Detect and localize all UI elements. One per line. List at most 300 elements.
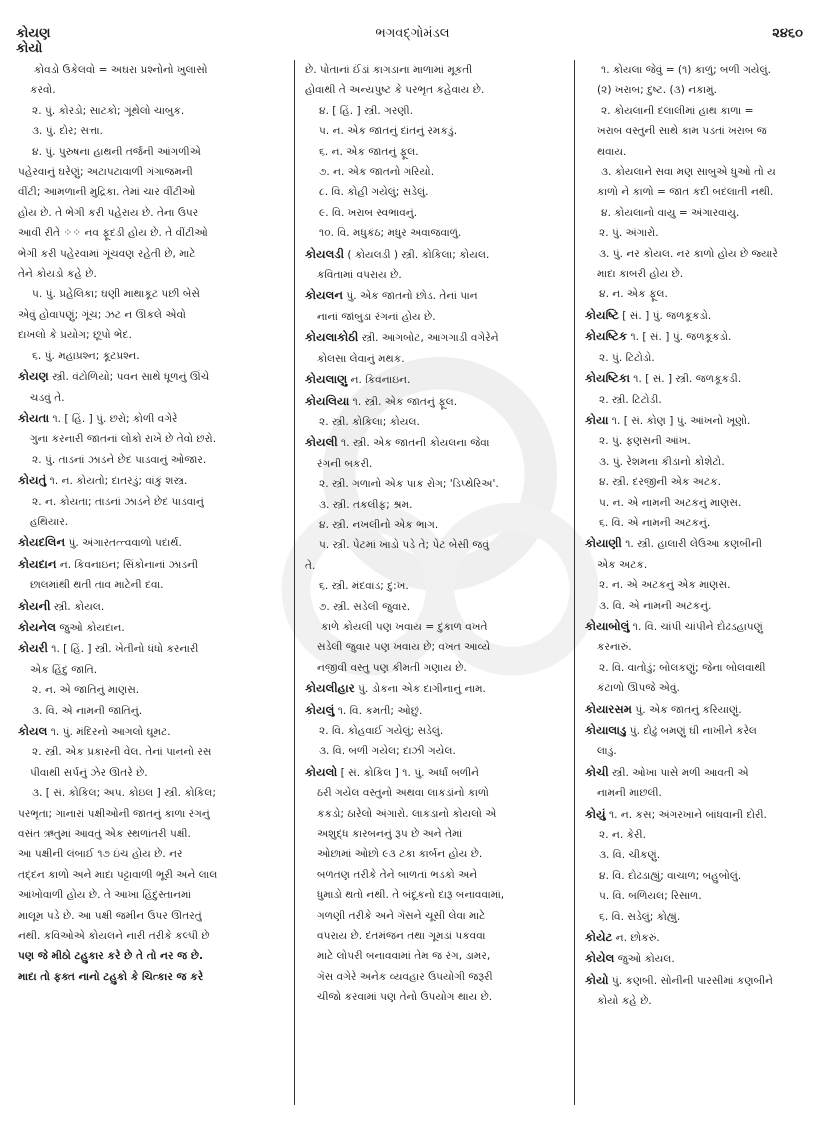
definition-text: ખરાબ વસ્તુની સાથે કામ પડતાં ખરાબ જ — [597, 125, 767, 138]
headword: કોયાબોલું — [585, 618, 630, 633]
definition-text: ૧. [ સં. ] સ્ત્રી. જળકૂકડી. — [629, 373, 742, 386]
definition-text: ૧. વિ. ચાંપી ચાંપીને દોઢડહાપણું — [629, 620, 763, 633]
definition-text: છાલમાંથી થતી તાવ માટેની દવા. — [30, 579, 164, 592]
entry-line — [585, 741, 821, 761]
entry-line — [18, 885, 280, 905]
entry-line — [305, 515, 563, 535]
entry-line — [18, 742, 280, 762]
definition-text: ૧. ન. કોયતો; દાતરડું; વાંકું શસ્ત્ર. — [46, 475, 188, 488]
entry-line — [18, 512, 280, 532]
entry-line — [305, 926, 563, 946]
dictionary-entry — [18, 617, 280, 638]
definition-text: ૨. પું. અંગારો. — [599, 227, 659, 240]
definition-text: તદ્દન કાળો અને માદા પટ્ટાવાળી ભૂરી અને લાલ — [18, 868, 218, 881]
definition-text: ૨. ન. એ જાતિનું માણસ. — [32, 684, 140, 697]
definition-text: કોવડો ઉકેલવો = અઘરા પ્રશ્નોનો ખુલાસો — [34, 64, 208, 76]
definition-text: ૨. સ્ત્રી. ટિટોડી. — [599, 393, 662, 406]
headword: કોયારસમ — [585, 701, 632, 716]
entry-line — [305, 535, 563, 555]
definition-text: ૨. કોયલાની દલાલીમાં હાથ કાળા = — [601, 104, 754, 117]
entry-line — [305, 142, 563, 162]
entry-line — [585, 452, 821, 472]
definition-text: કંટાળો ઊપજે એવું. — [597, 682, 680, 695]
definition-text: ૨. વિ. વાતોડું; બોલકણું; જેના બોલવાથી — [599, 661, 766, 674]
entry-line — [585, 886, 821, 906]
entry-line — [585, 783, 821, 803]
entry-line — [305, 658, 563, 678]
definition-text: ૬. સ્ત્રી. મંદવાડ; દુ:ખ. — [319, 580, 409, 593]
definition-text: ૩. [ સં. કોકિલ; અપ. કોઇલ ] સ્ત્રી. કોકિલ; — [32, 787, 216, 800]
definition-text: સ્ત્રી. કોયલ. — [50, 600, 105, 613]
dictionary-entry — [305, 391, 563, 412]
headword: કોયષ્ટિ — [585, 307, 619, 322]
dictionary-entry — [305, 327, 563, 348]
definition-text: પ. સ્ત્રી. પેટમાં ખાડો પડે તે; પેટ બેસી જવું — [319, 539, 489, 552]
definition-text: પું. એક જાતનો છોડ. તેનાં પાન — [342, 290, 478, 303]
definition-text: ૭. સ્ત્રી. સડેલી જુવાર. — [319, 600, 411, 613]
entry-line — [585, 101, 821, 121]
entry-line — [585, 866, 821, 886]
definition-text: ૩. પું. દોર; સત્તા. — [32, 125, 104, 138]
entry-line — [585, 390, 821, 410]
entry-line — [18, 223, 280, 243]
entry-line — [305, 101, 563, 121]
dictionary-entry — [305, 244, 563, 265]
definition-text: હોવાથી તે અન્યપુષ્ટ કે પરભૃત કહેવાય છે. — [305, 84, 485, 97]
entry-line — [18, 346, 280, 366]
headword: કોયદલિન — [18, 535, 66, 550]
dictionary-entry — [18, 596, 280, 617]
definition-text: ૩. વિ. એ નામની અટકનું. — [599, 599, 712, 612]
definition-text: સ્ત્રી. વંટોળિયો; પવન સાથે ધૂળનું ઊંચે — [48, 371, 210, 384]
definition-text: માટે લોપરી બનાવવામાં તેમ જ રંગ, ડામર, — [317, 950, 491, 963]
entry-line — [305, 162, 563, 182]
headword: કોચી — [585, 764, 609, 779]
definition-text: ગૅસ વગેરે અનેક વ્યવહાર ઉપયોગી જરૂરી — [317, 970, 493, 983]
entry-line — [585, 825, 821, 845]
definition-text: ૯. વિ. ખરાબ સ્વભાવનું. — [319, 206, 418, 219]
definition-text: તેને કોયડો કહે છે. — [18, 268, 97, 281]
headword: કોયણ — [18, 369, 49, 384]
definition-text: ૪. પું. પુરુષના હાથની તર્જની આંગળીએ — [32, 145, 201, 158]
definition-text: ૩. વિ. એ નામની જાતિનું. — [32, 704, 143, 717]
definition-text: પ. ન. એક જાતનું દાંતનું રમકડું. — [319, 125, 458, 138]
entry-line — [585, 678, 821, 698]
column-middle — [305, 60, 563, 1008]
headword: કોયલું — [305, 702, 335, 717]
definition-text: આંખોવાળી હોય છે. તે આખા હિંદુસ્તાનમાં — [18, 889, 192, 902]
definition-text: ૮. વિ. કોહી ગયેલું; સડેલું. — [319, 186, 429, 199]
entry-line — [18, 60, 280, 80]
definition-text: ૨. પું. કોરડો; સાટકો; ગૂંથેલો ચાબુક. — [32, 104, 185, 117]
entry-line — [305, 307, 563, 327]
entry-line — [18, 865, 280, 885]
entry-line — [18, 701, 280, 721]
definition-text: ૨. પું. ફણસની આંખ. — [599, 435, 691, 448]
entry-line — [585, 575, 821, 595]
definition-text: ૬. પું. મહાપ્રશ્ન; કૂટપ્રશ્ન. — [32, 349, 140, 362]
definition-text: પું. ડોકના એક દાગીનાનું નામ. — [354, 683, 486, 696]
definition-text: ૩. વિ. બળી ગયેલ; દાઝી ગયેલ. — [319, 745, 456, 758]
entry-line — [305, 223, 563, 243]
entry-line — [585, 284, 821, 304]
headword: કોયષ્ટિક — [585, 329, 628, 344]
entry-line — [305, 474, 563, 494]
entry-line — [305, 637, 563, 657]
guide-word-last: કોયો — [16, 41, 43, 56]
dictionary-entry — [18, 532, 280, 553]
page-number: ૨૪૬૦ — [772, 26, 803, 41]
entry-line — [18, 660, 280, 680]
entry-line — [305, 741, 563, 761]
entry-line — [18, 680, 280, 700]
definition-text: ઠરી ગયેલ વસ્તુનો અથવા લાકડાંનો કાળો — [317, 787, 489, 800]
entry-line — [585, 907, 821, 927]
entry-line — [585, 203, 821, 223]
definition-text: ૩. સ્ત્રી. તકલીફ; શ્રમ. — [319, 498, 413, 511]
entry-line — [18, 429, 280, 449]
dictionary-entry — [585, 368, 821, 389]
entry-line — [305, 783, 563, 803]
definition-text: પ. વિ. બળિયલ; રિસાળ. — [599, 890, 702, 903]
dictionary-entry — [585, 410, 821, 431]
headword: કોયલાણુ — [305, 372, 348, 387]
entry-line — [585, 121, 821, 141]
entry-line — [18, 926, 280, 946]
definition-text: (૨) ખરાબ; દુષ્ટ. (૩) નકામું. — [597, 84, 718, 97]
definition-text: વીંટી; આમળાની મુદ્રિકા. તેમાં ચાર વીંટીઓ — [18, 186, 196, 199]
entry-line — [305, 987, 563, 1007]
definition-text: પહેરવાનું ઘરેણું; અટાપટાવાળી ગંગાજમની — [18, 166, 193, 179]
definition-text: ગુના કરનારી જાતનાં લોકો રાખે છે તેવો છરો. — [30, 433, 217, 446]
headword: કોયદાન — [18, 556, 57, 571]
definition-text: એક અટક. — [597, 558, 648, 571]
headword: કોયનેલ — [18, 619, 56, 634]
dictionary-entry — [585, 616, 821, 637]
definition-text: કાળો ને કાળો = જાત કદી બદલાતી નથી. — [597, 186, 774, 199]
definition-text: ૪. સ્ત્રી. નખલીનો એક ભાગ. — [319, 518, 439, 531]
entry-line — [305, 121, 563, 141]
definition-text: સ્ત્રી. આગબોટ, આગગાડી વગેરેને — [358, 332, 499, 345]
headword: કોયતા — [18, 410, 50, 425]
entry-line — [18, 388, 280, 408]
entry-line — [585, 472, 821, 492]
dictionary-entry — [305, 678, 563, 699]
definition-text: નજીવી વસ્તુ પણ કીમતી ગણાય છે. — [317, 661, 467, 674]
entry-line — [18, 967, 280, 987]
entry-line — [585, 493, 821, 513]
entry-line — [18, 844, 280, 864]
definition-text: લાડુ. — [597, 745, 617, 758]
entry-line — [305, 885, 563, 905]
definition-text: ૪. કોયલાનો વાયુ = અંગારવાયુ. — [601, 206, 740, 219]
definition-text: દાખલો કે પ્રયોગ; છૂપો ભેદ. — [18, 329, 132, 342]
entry-line — [305, 597, 563, 617]
entry-line — [18, 325, 280, 345]
definition-text: નાનાં જાંબુડા રંગનાં હોય છે. — [317, 310, 436, 323]
headword: કોયષ્ટિકા — [585, 371, 630, 386]
entry-line — [305, 265, 563, 285]
headword: કોયાણી — [585, 536, 622, 551]
definition-text: વસંત ઋતુમાં આવતું એક સ્થળાંતરી પક્ષી. — [18, 828, 191, 841]
entry-line — [18, 305, 280, 325]
headword: કોયેલ — [585, 951, 615, 966]
entry-line — [305, 60, 563, 80]
definition-text: નથી. કવિઓએ કોયલને નારી તરીકે કલ્પી છે — [18, 930, 210, 943]
dictionary-entry — [585, 305, 821, 326]
entry-line — [305, 495, 563, 515]
definition-text: ૧. ન. કસ; અંગરખાને બાંધવાની દોરી. — [605, 808, 767, 821]
entry-line — [305, 946, 563, 966]
column-divider — [294, 60, 295, 1105]
definition-text: સડેલી જુવાર પણ ખવાય છે; વખત આવ્યે — [317, 641, 491, 654]
entry-line — [305, 349, 563, 369]
definition-text: થવાય. — [597, 145, 627, 158]
entry-line — [18, 264, 280, 284]
definition-text: સ્ત્રી. ઓખા પાસે મળી આવતી એ — [608, 766, 749, 779]
definition-text: આવી રીતે ⁘⁘ નવ ફૂદડી હોય છે. તે વીંટીઓ — [18, 227, 208, 240]
definition-text: વપરાય છે. દંતમંજન તથા ગૂમડાં પકવવા — [317, 930, 486, 943]
entry-line — [305, 967, 563, 987]
definition-text: પું. અંગારતત્ત્વવાળો પદાર્થ. — [65, 537, 182, 550]
entry-line — [585, 658, 821, 678]
dictionary-entry — [305, 762, 563, 783]
definition-text: કોલસા લેવાનું મથક. — [317, 352, 405, 365]
definition-text: માલૂમ પડે છે. આ પક્ષી જમીન ઉપર ઊતરતું — [18, 909, 202, 922]
column-divider — [574, 60, 575, 1105]
headword: કોયલ — [18, 724, 48, 738]
definition-text: પું. એક જાતનું કરિયાણું. — [632, 703, 742, 716]
definition-text: ૨. સ્ત્રી. ગળાનો એક પાક રોગ; 'ડિપ્થેરિઅ'. — [319, 478, 499, 491]
headword: કોયો — [585, 972, 609, 987]
entry-line — [585, 80, 821, 100]
definition-text: ઓછામાં ઓછો ૯૩ ટકા કાર્બન હોય છે. — [317, 848, 483, 861]
definition-text: બળતણ તરીકે તેને બાળતાં ભડકો અને — [317, 868, 478, 881]
entry-line — [585, 845, 821, 865]
definition-text: ન. કિવનાઇન; સિંકોનાનાં ઝાડની — [56, 558, 199, 571]
entry-line — [585, 142, 821, 162]
headword: કોયલો — [305, 764, 338, 779]
definition-text: અશુદ્ધ કારબનનું રૂપ છે અને તેમાં — [317, 828, 463, 841]
headword: કોયલન — [305, 288, 343, 303]
entry-line — [305, 824, 563, 844]
dictionary-entry — [585, 927, 821, 948]
definition-text: માદા કાબરી હોય છે. — [597, 268, 684, 281]
definition-text: ૨. ન. કોયતા; તાડનાં ઝાડને છેદ પાડવાનું — [32, 495, 204, 508]
definition-text: જુઓ કોયદાન. — [55, 621, 125, 634]
definition-text: ગળણી તરીકે અને ગૅસને ચૂસી લેવા માટે — [317, 909, 486, 922]
entry-line — [18, 783, 280, 803]
entry-line — [585, 223, 821, 243]
definition-text: ૨. પું. ટિટોડો. — [599, 351, 655, 364]
entry-line — [18, 450, 280, 470]
entry-line — [18, 824, 280, 844]
dictionary-entry — [305, 285, 563, 306]
entry-line — [18, 906, 280, 926]
definition-text: ૧. વિ. કમતી; ઓછું. — [334, 704, 423, 717]
definition-text: ૧. કોયલા જેવું = (૧) કાળું; બળી ગયેલું. — [601, 64, 771, 76]
entry-line — [18, 575, 280, 595]
definition-text: ૩. પું. નર કોયલ. નર કાળો હોય છે જ્યારે — [599, 247, 778, 260]
definition-text: ધુમાડો થતો નથી. તે બંદૂકનો દારૂ બનાવવામાં, — [317, 889, 505, 902]
dictionary-entry — [18, 721, 280, 742]
definition-text: પણ જે મીઠો ટહુકાર કરે છે તે તો નર જ છે. — [18, 950, 204, 963]
dictionary-title: ભગવદ્ગોમંડલ — [375, 26, 450, 41]
headword: કોયની — [18, 598, 51, 613]
dictionary-entry — [18, 554, 280, 575]
definition-text: ૨. ન. કેરી. — [599, 829, 646, 842]
entry-line — [585, 637, 821, 657]
definition-text: ૩. વિ. ચીકણું. — [599, 849, 661, 862]
column-right — [585, 60, 821, 1012]
definition-text: માદા તો ફક્ત નાનો ટહુકો કે ચિત્કાર જ કરે — [18, 970, 204, 983]
definition-text: કાળે કોયલી પણ ખવાય = દુકાળ વખતે — [321, 620, 488, 633]
entry-line — [18, 142, 280, 162]
dictionary-entry — [18, 408, 280, 429]
dictionary-entry — [585, 720, 821, 741]
definition-text: [ સં. ] પું. જળકૂકડો. — [618, 309, 712, 322]
entry-line — [585, 596, 821, 616]
entry-line — [585, 513, 821, 533]
entry-line — [18, 804, 280, 824]
definition-text: ૧. સ્ત્રી. એક જાતની કોયલના જેવા — [337, 437, 490, 450]
entry-line — [585, 60, 821, 80]
entry-line — [305, 556, 563, 576]
definition-text: છે. પોતાનાં ઈંડાં કાગડાના માળામાં મૂકતી — [305, 64, 473, 76]
dictionary-entry — [305, 432, 563, 453]
definition-text: ૬. વિ. સડેલું; કોહ્યું. — [599, 910, 681, 923]
definition-text: રંગની બકરી. — [317, 457, 373, 470]
entry-line — [18, 203, 280, 223]
entry-line — [305, 617, 563, 637]
entry-line — [305, 865, 563, 885]
definition-text: પું. કણબી. સોનીની પારસીમાં કણબીને — [608, 974, 774, 987]
definition-text: ચડવું તે. — [30, 391, 65, 404]
definition-text: ( કોયલડી ) સ્ત્રી. કોકિલા; કોયલ. — [344, 248, 490, 261]
headword: કોયલિયા — [305, 393, 350, 408]
definition-text: ૧. સ્ત્રી. હાલારી લેઉઆ કણબીની — [621, 538, 762, 551]
entry-line — [18, 284, 280, 304]
headword: કોયું — [585, 806, 606, 821]
entry-line — [585, 264, 821, 284]
entry-line — [18, 244, 280, 264]
entry-line — [305, 454, 563, 474]
headword: કોયલીહાર — [305, 681, 355, 696]
dictionary-entry — [18, 470, 280, 491]
dictionary-entry — [585, 762, 821, 783]
dictionary-entry — [585, 948, 821, 969]
dictionary-entry — [18, 638, 280, 659]
definition-text: ૨. સ્ત્રી. કોકિલા; કોયલ. — [319, 415, 420, 428]
entry-line — [585, 555, 821, 575]
definition-text: પીવાથી સર્પનું ઝેર ઊતરે છે. — [30, 766, 148, 779]
definition-text: ૪. સ્ત્રી. દરજીની એક અટક. — [599, 476, 721, 489]
entry-line — [18, 121, 280, 141]
entry-line — [305, 721, 563, 741]
entry-line — [305, 844, 563, 864]
entry-line — [585, 431, 821, 451]
definition-text: ૩. પું. રેશમના કીડાનો કોશેટો. — [599, 455, 725, 468]
entry-line — [585, 244, 821, 264]
definition-text: પું. દોઢું બમણું ઘી નાખીને કરેલ — [626, 725, 757, 737]
headword: કોયતું — [18, 473, 47, 488]
dictionary-entry — [585, 804, 821, 825]
definition-text: ન. કિવનાઇન. — [347, 374, 411, 387]
dictionary-entry — [585, 326, 821, 347]
definition-text: પ. પું. પ્રહેલિકા; ઘણી માથાકૂટ પછી બેસે — [32, 288, 200, 301]
definition-text: ૨. વિ. કોહવાઈ ગયેલું; સડેલું. — [319, 725, 444, 737]
definition-text: ૬. વિ. એ નામની અટકનું. — [599, 516, 711, 529]
definition-text: જુઓ કોયલ. — [614, 953, 675, 966]
page-header — [0, 22, 825, 62]
entry-line — [18, 80, 280, 100]
entry-line — [18, 492, 280, 512]
column-left — [18, 60, 280, 987]
definition-text: એવું હોવાપણું; ગૂંચ; ઝટ ન ઊકલે એવો — [18, 308, 186, 321]
definition-text: ૪. વિ. દોઢડાહ્યું; વાચાળ; બહુબોલું. — [599, 869, 742, 882]
dictionary-entry — [585, 699, 821, 720]
definition-text: ૪. ન. એક ફૂલ. — [599, 288, 668, 301]
definition-text: આ પક્ષીની લંબાઈ ૧૭ ઇંચ હોય છે. નર — [18, 848, 183, 861]
headword: કોયલી — [305, 435, 338, 450]
entry-line — [305, 80, 563, 100]
definition-text: ૧. [ હિં. ] સ્ત્રી. ખેતીનો ધંધો કરનારી — [47, 643, 199, 656]
definition-text: ૪. [ હિં. ] સ્ત્રી. ગરણી. — [319, 104, 414, 117]
definition-text: ૧. [ સં. ] પું. જળકૂકડો. — [627, 331, 732, 344]
headword: કોયેટ — [585, 930, 613, 945]
definition-text: એક હિંદુ જાતિ. — [30, 663, 98, 676]
entry-line — [18, 946, 280, 966]
definition-text: કોયો કહે છે. — [597, 995, 652, 1008]
definition-text: ૧. [ સં. કોણ ] પું. આંખનો ખૂણો. — [608, 414, 751, 427]
dictionary-entry — [585, 533, 821, 554]
definition-text: કરવો. — [30, 84, 56, 97]
definition-text: કરનારું. — [597, 641, 632, 654]
dictionary-columns — [18, 60, 818, 1110]
definition-text: ૧૦. વિ. મધુકંઠ; મધુર અવાજવાળું. — [319, 227, 462, 240]
definition-text: ૧. પું. મંદિરનો આગલો ઘૂમટ. — [47, 726, 171, 738]
entry-line — [305, 412, 563, 432]
entry-line — [585, 348, 821, 368]
definition-text: પરભૃતા; ગાનારાં પક્ષીઓની જાતનું કાળા રંગનું — [18, 807, 210, 820]
definition-text: પ. ન. એ નામની અટકનું માણસ. — [599, 496, 742, 509]
definition-text: ચીજો કરવામાં પણ તેનો ઉપયોગ થાય છે. — [317, 991, 493, 1004]
definition-text: નામની માછલી. — [597, 787, 662, 800]
definition-text: તે. — [305, 559, 316, 572]
definition-text: ૧. સ્ત્રી. એક જાતનું ફૂલ. — [349, 395, 458, 408]
entry-line — [305, 906, 563, 926]
entry-line — [305, 576, 563, 596]
dictionary-entry — [18, 366, 280, 387]
definition-text: ૧. [ હિં. ] પું. છરો; કોળી વગેરે — [49, 412, 178, 425]
definition-text: [ સં. કોકિલ ] ૧. પું. અર્ધાં બળીને — [337, 766, 480, 779]
definition-text: ૬. ન. એક જાતનું ફૂલ. — [319, 145, 419, 158]
definition-text: હોય છે. તે ભેગી કરી પહેરાય છે. તેના ઉપર — [18, 206, 199, 219]
entry-line — [18, 182, 280, 202]
dictionary-entry — [305, 700, 563, 721]
entry-line — [18, 763, 280, 783]
definition-text: હથિયાર. — [30, 515, 69, 528]
definition-text: ૨. ન. એ અટકનું એક માણસ. — [599, 579, 731, 592]
entry-line — [585, 182, 821, 202]
definition-text: ૩. કોયલાને સવા મણ સાબુએ ધુઓ તો ય — [601, 166, 776, 179]
headword: કોયરી — [18, 641, 48, 656]
definition-text: કકડો; ઠારેલો અંગારો. લાકડાનો કોયલો એ — [317, 807, 497, 820]
headword: કોયાલાડુ — [585, 723, 627, 737]
definition-text: ૨. સ્ત્રી. એક પ્રકારની વેલ. તેનાં પાનનો રસ — [32, 746, 212, 759]
definition-text: કવિતામાં વપરાય છે. — [317, 269, 402, 282]
definition-text: ભેગી કરી પહેરવામાં ગૂંચવણ રહેતી છે, માટે — [18, 247, 196, 260]
